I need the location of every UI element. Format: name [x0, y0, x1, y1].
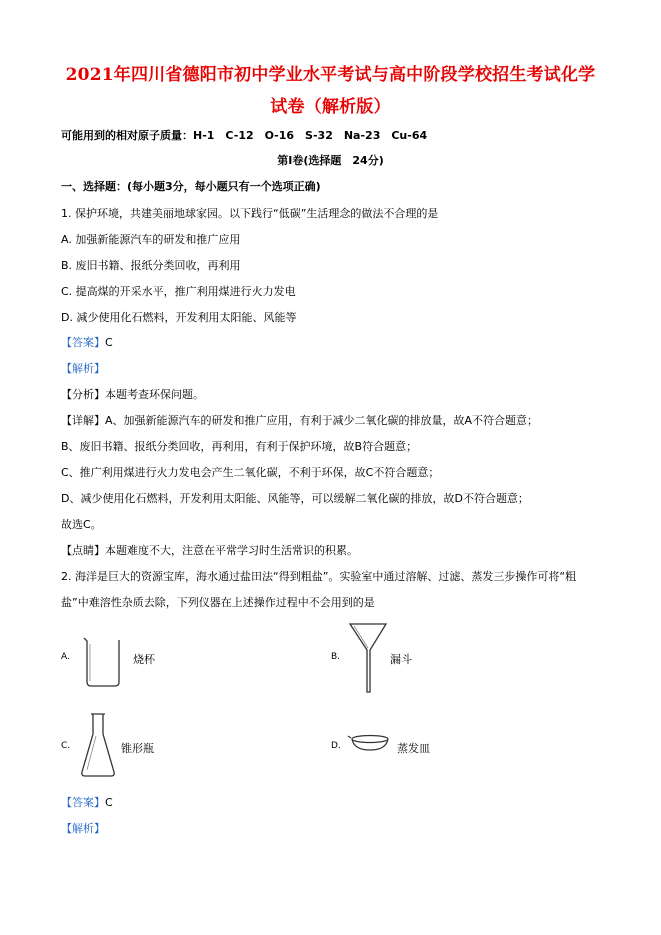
question-1-detail-c: C、推广利用煤进行火力发电会产生二氧化碳，不利于环保，故C不符合题意；: [61, 466, 440, 479]
question-1-detail-a: [61, 412, 538, 428]
question-2-option-a-name: 烧杯: [133, 653, 155, 666]
question-2-option-a-letter: A.: [61, 652, 70, 662]
exam-title-line1: 2021年四川省德阳市初中学业水平考试与高中阶段学校招生考试化学: [65, 65, 596, 85]
beaker-icon: [82, 636, 122, 688]
question-2-answer: [61, 794, 113, 810]
evaporating-dish-icon: [350, 734, 390, 754]
question-2-option-c-name: 锥形瓶: [121, 742, 154, 755]
answer-value: C: [105, 796, 113, 809]
part-heading: 一、选择题：(每小题3分，每小题只有一个选项正确): [61, 180, 321, 193]
question-1-option-a: A. 加强新能源汽车的研发和推广应用: [61, 233, 241, 246]
question-2-option-b-letter: B.: [331, 652, 341, 662]
question-2-stem-line1: 2. 海洋是巨大的资源宝库，海水通过盐田法“得到粗盐”。实验室中通过溶解、过滤、蒸发三步操作可将“粗: [61, 570, 577, 583]
question-2-option-c-letter: C.: [61, 741, 71, 751]
answer-tag: 【答案】: [61, 796, 105, 809]
question-1-fenxi: [61, 386, 204, 402]
question-1-conclusion: 故选C。: [61, 518, 102, 531]
question-1-detail-b: B、废旧书籍、报纸分类回收，再利用，有利于保护环境，故B符合题意；: [61, 440, 418, 453]
question-1-option-b: B. 废旧书籍、报纸分类回收，再利用: [61, 259, 241, 272]
dianjing-tag: 【点睛】: [61, 544, 105, 557]
funnel-icon: [348, 622, 388, 694]
analysis-tag: 【解析】: [61, 822, 105, 835]
question-2-option-d-name: 蒸发皿: [397, 742, 430, 755]
answer-value: C: [105, 336, 113, 349]
fenxi-tag: 【分析】: [61, 388, 105, 401]
question-2-analysis-tag: [61, 820, 105, 836]
atomic-mass-line: 可能用到的相对原子质量：H-1 C-12 O-16 S-32 Na-23 Cu-64: [61, 129, 428, 142]
dianjing-text: 本题难度不大，注意在平常学习时生活常识的积累。: [105, 544, 358, 557]
question-1-answer: [61, 334, 113, 350]
question-2-option-d-letter: D.: [331, 741, 341, 751]
question-2-stem-line2: 盐”中难溶性杂质去除，下列仪器在上述操作过程中不会用到的是: [61, 596, 375, 609]
question-1-option-c: C. 提高煤的开采水平，推广利用煤进行火力发电: [61, 285, 296, 298]
question-2-option-b-name: 漏斗: [390, 653, 412, 666]
answer-tag: 【答案】: [61, 336, 105, 349]
conical-flask-icon: [80, 712, 116, 778]
fenxi-text: 本题考查环保问题。: [105, 388, 204, 401]
analysis-tag: 【解析】: [61, 362, 105, 375]
xiangjie-tag: 【详解】: [61, 414, 105, 427]
question-1-stem: 1. 保护环境，共建美丽地球家园。以下践行“低碳”生活理念的做法不合理的是: [61, 207, 439, 220]
question-1-dianjing: [61, 542, 358, 558]
detail-a-text: A、加强新能源汽车的研发和推广应用，有利于减少二氧化碳的排放量，故A不符合题意；: [105, 414, 539, 427]
exam-title-line2: 试卷（解析版）: [270, 97, 391, 117]
section-heading: 第Ⅰ卷(选择题 24分): [277, 154, 384, 167]
question-1-analysis-tag: [61, 360, 105, 376]
question-1-option-d: D. 减少使用化石燃料，开发利用太阳能、风能等: [61, 311, 297, 324]
question-1-detail-d: D、减少使用化石燃料，开发利用太阳能、风能等，可以缓解二氧化碳的排放，故D不符合题意；: [61, 492, 529, 505]
